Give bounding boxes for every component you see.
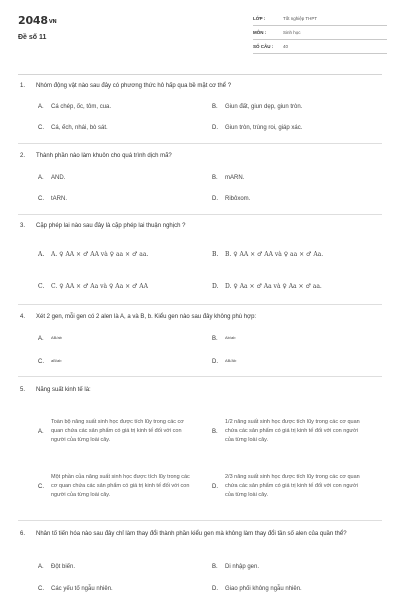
option-letter: B. xyxy=(212,104,218,110)
option-letter: D. xyxy=(212,359,218,365)
option-1a[interactable] xyxy=(38,104,111,110)
question-number: 2. xyxy=(20,153,26,159)
meta-row-class xyxy=(253,12,387,26)
option-text: D. ♀ Aa × ♂ Aa và ♀ Aa × ♂ aa. xyxy=(225,283,322,290)
option-text: Di nhập gen. xyxy=(225,564,260,570)
option-text: Cá, ếch, nhái, bò sát. xyxy=(51,125,108,131)
option-5b[interactable] xyxy=(212,409,365,454)
meta-value: Sinh học xyxy=(283,30,301,35)
option-letter: A. xyxy=(38,564,44,570)
logo-text: 2048 xyxy=(18,14,48,27)
question-divider xyxy=(18,520,382,521)
question-3 xyxy=(20,222,380,230)
question-divider xyxy=(18,214,382,215)
option-letter: B. xyxy=(212,564,218,570)
question-5 xyxy=(20,386,380,394)
option-2d[interactable] xyxy=(212,196,250,202)
option-letter: C. xyxy=(38,483,44,490)
option-text: Cá chép, ốc, tôm, cua. xyxy=(51,104,112,110)
question-divider xyxy=(18,143,382,144)
question-2 xyxy=(20,152,380,160)
question-divider xyxy=(18,376,382,377)
option-letter: D. xyxy=(212,196,218,202)
option-letter: D. xyxy=(212,283,219,290)
option-text: Đột biến. xyxy=(51,564,76,570)
question-text: Xét 2 gen, mỗi gen có 2 alen là A, a và B, b. Kiểu gen nào sau đây không phù hợp: xyxy=(36,314,257,320)
question-text: Thành phần nào làm khuôn cho quá trình dịch mã? xyxy=(36,153,172,159)
meta-key: LỚP : xyxy=(253,16,266,21)
option-letter: A. xyxy=(38,175,44,181)
option-text: Giun đất, giun dẹp, giun tròn. xyxy=(225,104,303,110)
option-text: AB/Ab xyxy=(225,358,237,363)
option-letter: D. xyxy=(212,125,218,131)
option-4b[interactable] xyxy=(212,336,235,342)
option-text: 2/3 năng suất sinh học được tích lũy trong các cơ quan chứa các sản phẩm có giá trị kinh tế đối với con người của từng loài cây. xyxy=(225,474,360,498)
option-3c[interactable] xyxy=(38,283,148,290)
meta-key: SỐ CÂU : xyxy=(253,44,274,49)
logo-suffix: VN xyxy=(48,19,57,25)
option-text: AB/ab xyxy=(51,335,62,340)
option-text: tARN. xyxy=(51,196,68,202)
question-text: Năng suất kinh tế là: xyxy=(36,387,91,393)
option-6a[interactable] xyxy=(38,564,75,570)
option-text: Ribôxom. xyxy=(225,196,251,202)
question-number: 1. xyxy=(20,83,26,89)
option-text: aB/ab xyxy=(51,358,62,363)
option-text: Toàn bộ năng suất sinh học được tích lũy trong các cơ quan chứa các sản phẩm có giá trị kinh tế đối với con người của từng loài cây. xyxy=(51,419,184,443)
header-divider xyxy=(18,74,382,75)
meta-key: MÔN : xyxy=(253,30,267,35)
option-text: C. ♀ AA × ♂ Aa và ♀ Aa × ♂ AA xyxy=(51,283,148,290)
option-text: mARN. xyxy=(225,175,245,181)
question-number: 3. xyxy=(20,223,26,229)
option-3d[interactable] xyxy=(212,283,322,290)
option-letter: B. xyxy=(212,336,218,342)
option-text: 1/2 năng suất sinh học được tích lũy trong các cơ quan chứa các sản phẩm có giá trị kinh tế đối với con người của từng loài cây. xyxy=(225,419,360,443)
question-6 xyxy=(20,530,380,538)
question-1 xyxy=(20,82,380,90)
question-4 xyxy=(20,313,380,321)
option-text: Giun tròn, trùng roi, giáp xác. xyxy=(225,125,303,131)
option-6d[interactable] xyxy=(212,586,302,592)
option-text: Các yếu tố ngẫu nhiên. xyxy=(51,586,113,592)
option-3a[interactable] xyxy=(38,251,148,258)
question-text: Nhân tố tiến hóa nào sau đây chỉ làm thay đổi thành phần kiểu gen mà không làm thay đổi tần số alen của quần thể? xyxy=(36,531,347,537)
question-number: 6. xyxy=(20,531,26,537)
option-1b[interactable] xyxy=(212,104,302,110)
option-letter: A. xyxy=(38,428,44,435)
meta-value: Tốt nghiệp THPT xyxy=(283,16,318,21)
meta-value: 40 xyxy=(283,44,289,49)
option-letter: D. xyxy=(212,586,218,592)
option-1c[interactable] xyxy=(38,125,108,131)
option-letter: B. xyxy=(212,251,219,258)
exam-header xyxy=(0,0,400,70)
meta-row-count xyxy=(253,40,387,54)
question-divider xyxy=(18,304,382,305)
option-letter: A. xyxy=(38,336,44,342)
option-5c[interactable] xyxy=(38,464,191,509)
option-text: Một phần của năng suất sinh học được tích lũy trong các cơ quan chứa các sản phẩm có giá trị kinh tế đối với con người của từng loài cây. xyxy=(51,474,190,498)
option-letter: D. xyxy=(212,483,218,490)
option-letter: B. xyxy=(212,428,218,435)
question-number: 5. xyxy=(20,387,26,393)
exam-meta xyxy=(253,12,387,54)
option-4d[interactable] xyxy=(212,359,236,365)
option-6c[interactable] xyxy=(38,586,113,592)
question-number: 4. xyxy=(20,314,26,320)
option-4c[interactable] xyxy=(38,359,61,365)
option-letter: C. xyxy=(38,283,45,290)
option-letter: C. xyxy=(38,125,44,131)
option-text: A. ♀ AA × ♂ AA và ♀ aa × ♂ aa. xyxy=(51,251,149,258)
option-3b[interactable] xyxy=(212,251,323,258)
option-5a[interactable] xyxy=(38,409,191,454)
option-2b[interactable] xyxy=(212,175,244,181)
option-letter: A. xyxy=(38,251,45,258)
option-letter: C. xyxy=(38,196,44,202)
site-logo[interactable] xyxy=(18,14,56,27)
question-text: Nhóm động vật nào sau đây có phương thức hô hấp qua bề mặt cơ thể ? xyxy=(36,83,232,89)
option-4a[interactable] xyxy=(38,336,62,342)
option-1d[interactable] xyxy=(212,125,302,131)
option-6b[interactable] xyxy=(212,564,259,570)
option-text: Ab/ab xyxy=(225,335,236,340)
question-text: Cặp phép lai nào sau đây là cặp phép lai thuận nghịch ? xyxy=(36,223,186,229)
option-2a[interactable] xyxy=(38,175,65,181)
option-text: B. ♀ AA × ♂ AA và ♀ aa × ♂ Aa. xyxy=(225,251,324,258)
option-letter: B. xyxy=(212,175,218,181)
option-letter: A. xyxy=(38,104,44,110)
option-5d[interactable] xyxy=(212,464,365,509)
meta-row-subject xyxy=(253,26,387,40)
option-text: Giao phối không ngẫu nhiên. xyxy=(225,586,302,592)
option-2c[interactable] xyxy=(38,196,67,202)
option-letter: C. xyxy=(38,586,44,592)
exam-number: Đề số 11 xyxy=(18,34,47,41)
option-text: AND. xyxy=(51,175,66,181)
option-letter: C. xyxy=(38,359,44,365)
